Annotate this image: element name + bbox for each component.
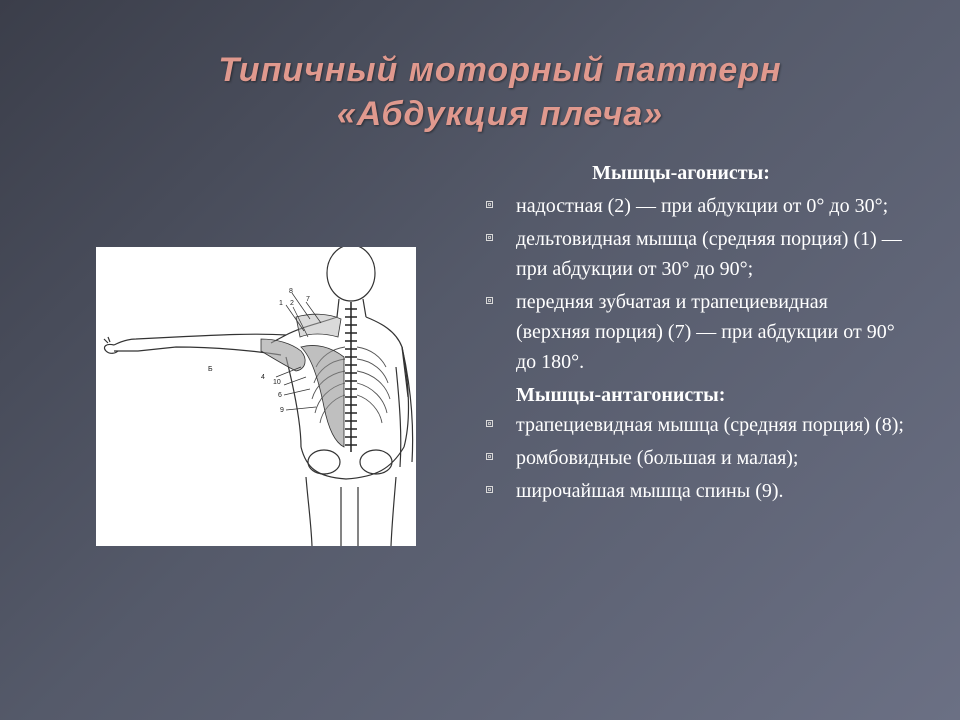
antagonists-heading: Мышцы-антагонисты: xyxy=(516,384,726,406)
list-item-text: трапециевидная мышца (средняя порция) (8); xyxy=(516,414,904,436)
figure-label-7: 7 xyxy=(306,296,310,303)
figure-label-4: 4 xyxy=(261,374,265,381)
figure-label-1: 1 xyxy=(279,300,283,307)
anatomy-figure xyxy=(96,247,416,546)
figure-label-b: Б xyxy=(208,366,213,373)
square-bullet-icon xyxy=(486,420,493,427)
list-item-text: передняя зубчатая и трапециевидная (верхняя порция) (7) — при абдукции от 90° до 180°. xyxy=(516,291,895,373)
antagonists-list xyxy=(486,410,906,506)
list-item xyxy=(486,410,906,440)
list-item xyxy=(486,224,906,284)
list-item xyxy=(486,443,906,473)
list-item-text: ромбовидные (большая и малая); xyxy=(516,447,799,469)
list-item-text: надостная (2) — при абдукции от 0° до 30°; xyxy=(516,195,889,217)
agonists-list xyxy=(486,191,906,377)
square-bullet-icon xyxy=(486,453,493,460)
list-item xyxy=(486,476,906,506)
list-item xyxy=(486,287,906,377)
slide-title xyxy=(150,48,850,136)
figure-label-2: 2 xyxy=(290,300,294,307)
list-item-text: широчайшая мышца спины (9). xyxy=(516,480,784,502)
square-bullet-icon xyxy=(486,486,493,493)
title-line-1: Типичный моторный паттерн xyxy=(218,51,782,89)
title-line-2: «Абдукция плеча» xyxy=(336,95,664,133)
list-item-text: дельтовидная мышца (средняя порция) (1) — при абдукции от 30° до 90°; xyxy=(516,228,902,280)
back-skeleton-drawing xyxy=(96,247,416,546)
square-bullet-icon xyxy=(486,297,493,304)
square-bullet-icon xyxy=(486,234,493,241)
agonists-heading: Мышцы-агонисты: xyxy=(592,162,770,184)
figure-label-8: 8 xyxy=(289,288,293,295)
figure-label-10: 10 xyxy=(273,379,281,386)
square-bullet-icon xyxy=(486,201,493,208)
figure-label-6: 6 xyxy=(278,392,282,399)
text-content xyxy=(486,158,906,509)
figure-label-9: 9 xyxy=(280,407,284,414)
list-item xyxy=(486,191,906,221)
